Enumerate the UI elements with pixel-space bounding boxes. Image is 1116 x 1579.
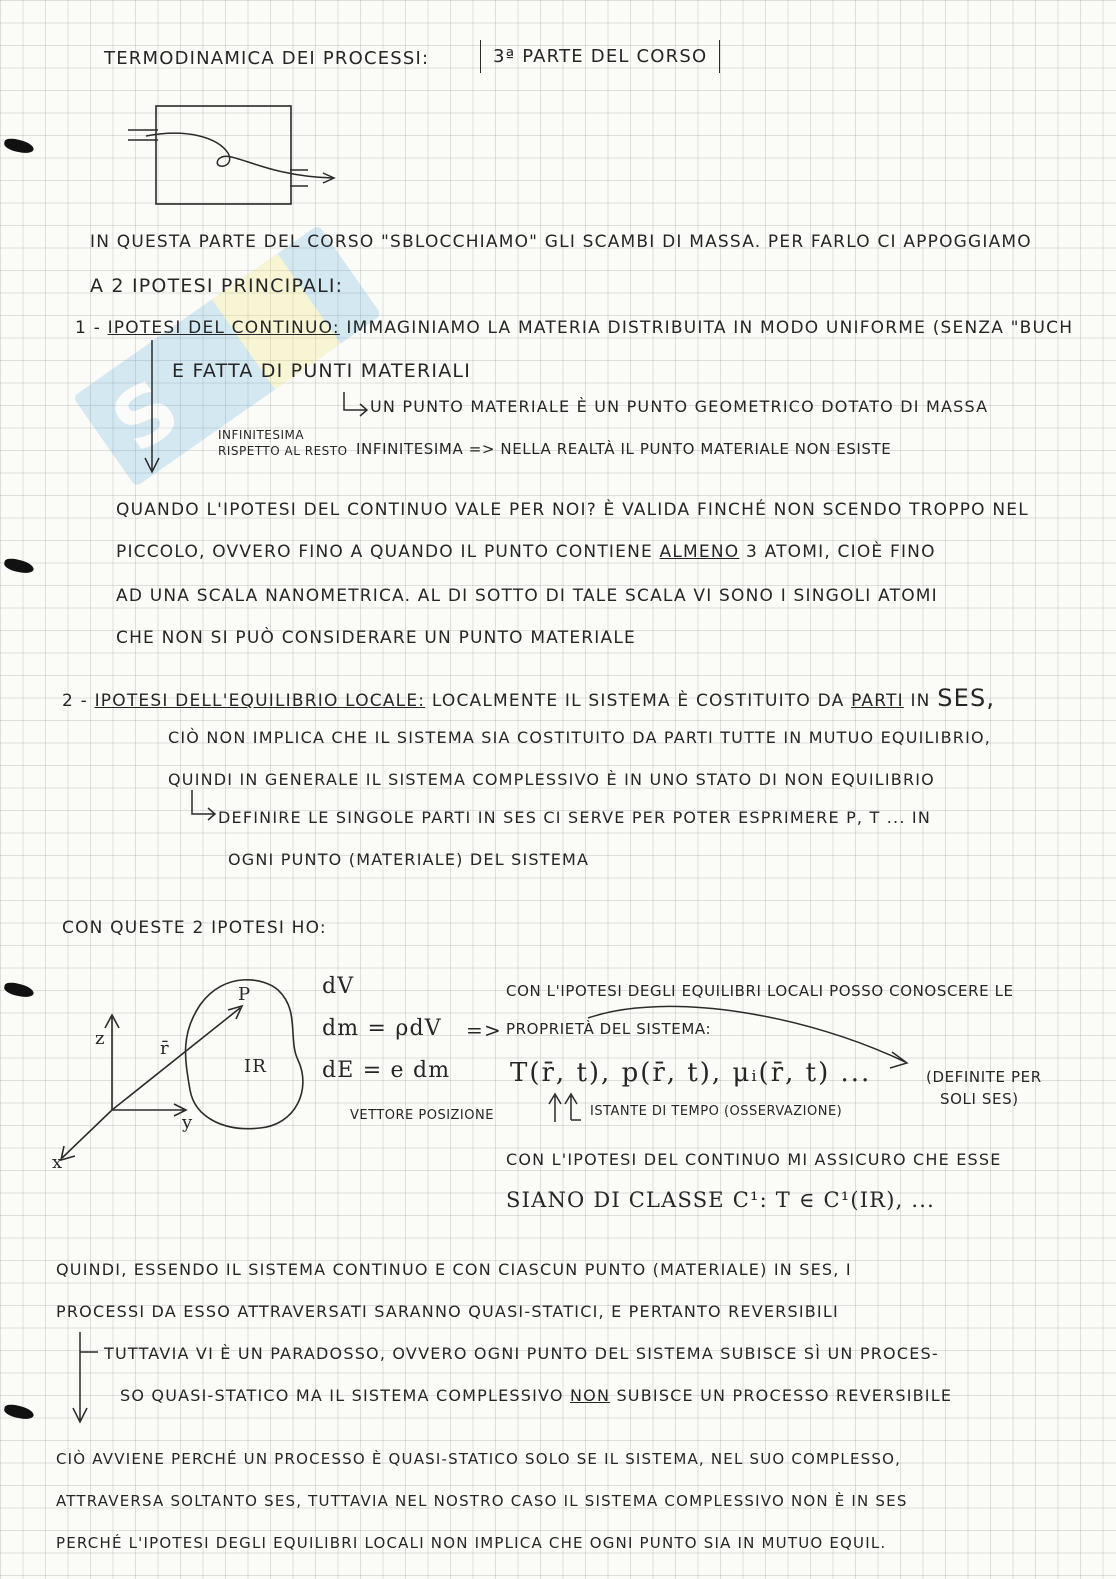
time-instant-label: ISTANTE DI TEMPO (OSSERVAZIONE)	[590, 1104, 843, 1119]
axis-y-label: y	[182, 1112, 194, 1133]
axis-z-label: z	[95, 1028, 106, 1049]
binder-hole	[0, 1402, 30, 1422]
hypothesis-2-heading	[62, 684, 995, 712]
hypothesis-1-line-4: INFINITESIMA => NELLA REALTÀ IL PUNTO MATERIALE NON ESISTE	[356, 440, 892, 458]
hypothesis-1-line-2: E FATTA DI PUNTI MATERIALI	[172, 360, 472, 382]
vector-r-label: r̄	[160, 1038, 170, 1059]
hypothesis-2-line-4: DEFINIRE LE SINGOLE PARTI IN SES CI SERVE PER POTER ESPRIMERE P, T ... IN	[218, 808, 931, 827]
svg-text:S: S	[95, 361, 196, 471]
conclusion-line-6: ATTRAVERSA SOLTANTO SES, TUTTAVIA NEL NOSTRO CASO IL SISTEMA COMPLESSIVO NON È IN SES	[56, 1492, 908, 1510]
conclusion-text-a: SO QUASI-STATICO MA IL SISTEMA COMPLESSIVO	[120, 1386, 564, 1405]
validity-text-c: 3 ATOMI, CIOÈ FINO	[745, 542, 936, 562]
properties-line-1: CON L'IPOTESI DEGLI EQUILIBRI LOCALI POSSO CONOSCERE LE	[506, 982, 1014, 1000]
equation-dm: dm = ρdV	[322, 1016, 442, 1041]
infinitesimal-note-bottom: RISPETTO AL RESTO	[218, 444, 348, 458]
class-line-1: CON L'IPOTESI DEL CONTINUO MI ASSICURO CHE ESSE	[506, 1150, 1002, 1169]
field-functions: T(r̄, t), p(r̄, t), μᵢ(r̄, t) ...	[510, 1058, 872, 1088]
validity-text-a: PICCOLO, OVVERO FINO A QUANDO IL PUNTO CONTIENE	[116, 542, 653, 562]
bracket-arrow	[140, 340, 180, 480]
intro-line-1: IN QUESTA PARTE DEL CORSO "SBLOCCHIAMO" GLI SCAMBI DI MASSA. PER FARLO CI APPOGGIAMO	[90, 232, 1032, 252]
binder-hole	[0, 980, 48, 1000]
properties-line-2: PROPRIETÀ DEL SISTEMA:	[506, 1020, 712, 1038]
conclusion-line-5: CIÒ AVVIENE PERCHÉ UN PROCESSO È QUASI-STATICO SOLO SE IL SISTEMA, NEL SUO COMPLESSO,	[56, 1450, 902, 1468]
conclusion-line-2: PROCESSI DA ESSO ATTRAVERSATI SARANNO QUASI-STATICI, E PERTANTO REVERSIBILI	[56, 1302, 839, 1321]
intro-line-2: A 2 IPOTESI PRINCIPALI:	[90, 275, 344, 297]
position-vector-label: VETTORE POSIZIONE	[350, 1108, 494, 1123]
conclusion-text-c: SUBISCE UN PROCESSO REVERSIBILE	[616, 1386, 953, 1405]
bracket-arrow	[68, 1332, 108, 1432]
arrow-icon	[188, 790, 218, 824]
arrow-icon	[340, 392, 370, 418]
hypothesis-2-line-5: OGNI PUNTO (MATERIALE) DEL SISTEMA	[228, 850, 590, 869]
point-p-label: P	[238, 984, 252, 1005]
region-label: IR	[244, 1056, 268, 1077]
conclusion-line-1: QUINDI, ESSENDO IL SISTEMA CONTINUO E CON CIASCUN PUNTO (MATERIALE) IN SES, I	[56, 1260, 852, 1279]
validity-emphasis: ALMENO	[659, 542, 740, 562]
validity-line-3: AD UNA SCALA NANOMETRICA. AL DI SOTTO DI TALE SCALA VI SONO I SINGOLI ATOMI	[116, 586, 938, 606]
defined-note-1: (DEFINITE PER	[926, 1068, 1042, 1086]
coordinate-diagram	[50, 960, 320, 1180]
course-part-text: 3ª PARTE DEL CORSO	[493, 46, 708, 67]
page-title: TERMODINAMICA DEI PROCESSI:	[104, 48, 430, 69]
equation-dv: dV	[322, 974, 355, 999]
conclusion-line-4	[120, 1386, 952, 1405]
conclusion-line-3: TUTTAVIA VI È UN PARADOSSO, OVVERO OGNI PUNTO DEL SISTEMA SUBISCE SÌ UN PROCES-	[104, 1344, 939, 1363]
validity-line-4: CHE NON SI PUÒ CONSIDERARE UN PUNTO MATERIALE	[116, 628, 636, 648]
conclusion-emphasis: NON	[570, 1386, 611, 1405]
open-system-sketch	[118, 98, 348, 218]
hypothesis-2-text-a: LOCALMENTE IL SISTEMA È COSTITUITO DA	[431, 691, 845, 711]
hypothesis-2-emphasis: PARTI	[851, 691, 904, 711]
hypothesis-1-heading	[75, 318, 1073, 338]
class-line-2: SIANO DI CLASSE C¹: T ∈ C¹(IR), ...	[506, 1188, 936, 1212]
binder-hole	[0, 556, 48, 576]
hypothesis-1-line-3: UN PUNTO MATERIALE È UN PUNTO GEOMETRICO DOTATO DI MASSA	[370, 397, 989, 416]
hypothesis-2-line-2: CIÒ NON IMPLICA CHE IL SISTEMA SIA COSTITUITO DA PARTI TUTTE IN MUTUO EQUILIBRIO,	[168, 728, 992, 747]
hypothesis-2-ses: SES,	[937, 684, 996, 712]
axis-x-label: x	[52, 1152, 64, 1173]
conclusion-line-7: PERCHÉ L'IPOTESI DEGLI EQUILIBRI LOCALI NON IMPLICA CHE OGNI PUNTO SIA IN MUTUO EQUIL.	[56, 1534, 887, 1552]
validity-line-2	[116, 542, 936, 562]
combined-intro: CON QUESTE 2 IPOTESI HO:	[62, 918, 327, 938]
binder-hole	[0, 136, 48, 156]
hypothesis-2-number: 2 -	[62, 691, 88, 711]
hypothesis-1-name: IPOTESI DEL CONTINUO:	[107, 318, 340, 338]
hypothesis-1-number: 1 -	[75, 318, 101, 338]
hypothesis-2-name: IPOTESI DELL'EQUILIBRIO LOCALE:	[94, 691, 426, 711]
equation-de: dE = e dm	[322, 1058, 451, 1083]
infinitesimal-note-top: INFINITESIMA	[218, 428, 305, 442]
hypothesis-2-text-c: IN	[910, 691, 931, 711]
defined-note-2: SOLI SES)	[940, 1090, 1019, 1108]
course-part-label	[480, 40, 720, 73]
hypothesis-1-text: IMMAGINIAMO LA MATERIA DISTRIBUITA IN MODO UNIFORME (SENZA "BUCH	[346, 318, 1074, 338]
hypothesis-2-line-3: QUINDI IN GENERALE IL SISTEMA COMPLESSIVO È IN UNO STATO DI NON EQUILIBRIO	[168, 770, 935, 789]
implies-arrow: =>	[466, 1018, 502, 1042]
up-arrows-icon	[545, 1090, 585, 1124]
validity-line-1: QUANDO L'IPOTESI DEL CONTINUO VALE PER NOI? È VALIDA FINCHÉ NON SCENDO TROPPO NEL	[116, 500, 1029, 520]
